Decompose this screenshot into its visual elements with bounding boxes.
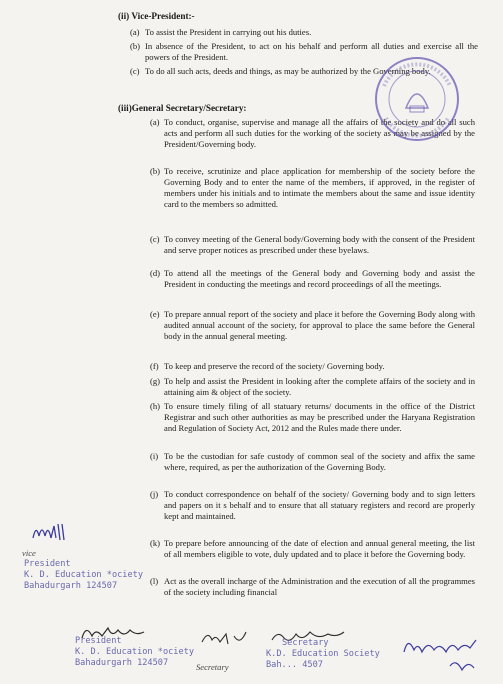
list-item [150,576,475,598]
item-text: In absence of the President, to act on his behalf and perform all duties and exercise all the powers of the President. [145,41,478,63]
secretary-stamp-line-2: K.D. Education Society [266,649,380,659]
item-label: (j) [150,489,159,499]
item-text: To keep and preserve the record of the society/ Governing body. [164,361,385,371]
item-text: Act as the overall incharge of the Administration and the execution of all the programmes of the society including financial [164,576,475,598]
item-text: To do all such acts, deeds and things, as may be authorized by the Governing body. [145,66,431,76]
item-text: To conduct correspondence on behalf of the society/ Governing body and to sign letters and papers on it s behalf and to ensure that all statuary registers and record are properly kept and maintained. [164,489,475,522]
list-item [130,27,478,38]
item-label: (a) [150,117,160,127]
item-label: (l) [150,576,159,586]
item-label: (c) [150,234,160,244]
section-title-vice-president: (ii) Vice-President:- [118,11,195,21]
vice-handwritten-note: vice [22,548,36,558]
list-item [150,376,475,398]
president-stamp-line-1: President [75,636,122,646]
president-stamp-line-2: K. D. Education *ociety [75,647,194,657]
vice-stamp-line-3: Bahadurgarh 124507 [24,581,118,591]
secretary-stamp-line-1: Secretary [282,638,329,648]
list-item [150,234,475,256]
item-label: (d) [150,268,161,278]
vice-president-signature [30,520,70,546]
list-item [150,166,475,210]
item-label: (b) [130,41,141,51]
item-text: To prepare annual report of the society and place it before the Governing Body along with audited annual account of the society, for approval to place the same before the General body in the annual general meeting. [164,309,475,342]
item-text: To prepare before announcing of the date of election and annual general meeting, the list of all members eligible to vote, duly updated and to place it before the Governing body. [164,538,475,560]
list-item [150,489,475,522]
item-label: (k) [150,538,161,548]
item-label: (f) [150,361,159,371]
item-label: (e) [150,309,160,319]
official-seal [374,56,460,142]
item-text: To be the custodian for safe custody of common seal of the society and affix the same where, required, as per the authorization of the Governing Body. [164,451,475,473]
item-label: (c) [130,66,140,76]
item-label: (h) [150,401,161,411]
item-label: (a) [130,27,140,37]
list-item [150,268,475,290]
item-text: To ensure timely filing of all statuary returns/ documents in the office of the District Registrar and such other authorities as may be prescribed under the Haryana Registration and Regulation of Society Act, 2012 and the Rules made there under. [164,401,475,434]
vice-stamp-line-2: K. D. Education *ociety [24,570,143,580]
secretary-handwritten-note: Secretary [196,662,229,672]
list-item [150,361,475,372]
item-text: To help and assist the President in looking after the complete affairs of the society and in attaining aim & object of the society. [164,376,475,398]
item-text: To receive, scrutinize and place application for membership of the society before the Governing Body and to enter the name of the members, if approved, in the register of members under his initials and to intimate the members about the same and issue identity card to the members so admitted. [164,166,475,210]
item-text: To attend all the meetings of the General body and Governing body and assist the President in conducting the meetings and record proceedings of all the meetings. [164,268,475,290]
list-item [150,401,475,434]
list-item [150,309,475,342]
item-label: (g) [150,376,161,386]
item-text: To conduct, organise, supervise and manage all the affairs of the society and do all such acts and perform all such duties for the working of the society as may be assigned by the President/Governing body. [164,117,475,150]
section-title-general-secretary: (iii)General Secretary/Secretary: [118,103,247,113]
secretary-stamp-line-3: Bah... 4507 [266,660,323,670]
item-label: (i) [150,451,159,461]
list-item [150,451,475,473]
vice-stamp-line-1: President [24,559,71,569]
list-item [150,538,475,560]
right-signature [400,632,482,678]
president-stamp-line-3: Bahadurgarh 124507 [75,658,169,668]
item-label: (b) [150,166,161,176]
item-text: To assist the President in carrying out his duties. [145,27,312,37]
item-text: To convey meeting of the General body/Governing body with the consent of the President and serve proper notices as prescribed under these byelaws. [164,234,475,256]
